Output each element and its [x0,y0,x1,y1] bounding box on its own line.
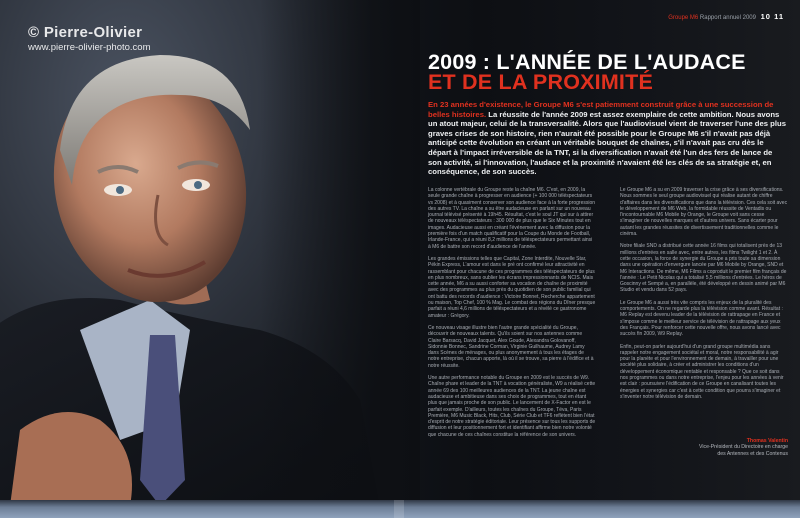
watermark-name: © Pierre-Olivier [28,24,143,41]
signature-block [664,438,788,457]
body-paragraph: Notre filiale SND a distribué cette année 16 films qui totalisent près de 13 millions d'entrées en salle avec, entre autres, les films Twilight 1 et 2. À cette occasion, la force de synergie du Groupe a pris toute sa dimension dans une opération d'envergure lancée par M6 Mobile by Orange, SND et M6 Interactions. De même, M6 Films a coproduit le premier film français de l'année : Le Petit Nicolas qui a totalisé 5,5 millions d'entrées. Le héros de Goscinny et Sempé a, en parallèle, été développé en dessin animé par M6 Studio et vendu dans 52 pays. [620,243,787,294]
title-line-2: ET DE LA PROXIMITÉ [428,70,653,94]
body-paragraph: La colonne vertébrale du Groupe reste la chaîne M6. C'est, en 2009, la seule grande chaîne à progresser en audience (+ 100 000 téléspectateurs vs 2008) et à quasiment conserver son audience face à la forte progression des autres TV. La chaîne a su être audacieuse en parlant sur un nouveau journal télévisé présenté à 19h45. Résultat, c'est le soul JT qui sur à attirer de nouveaux téléspectateurs : 300 000 de plus que le Six Minutes tout en images. Audacieuse aussi en créant l'événement avec la diffusion pour la première fois d'un match qualificatif pour la Coupe du Monde de Football, Irlande-France, qui a réuni 8,2 millions de téléspectateurs permettant ainsi à M6 de battre son record d'audience de l'année. [428,187,596,250]
signature-role-2: des Antennes et des Contenus [717,450,788,457]
text-column-right [620,187,788,406]
page-numbers: 10 11 [760,12,784,21]
folio-report: Rapport annuel 2009 [699,15,756,21]
title-line-1: 2009 : L'ANNÉE DE L'AUDACE [428,50,746,74]
text-column-left [428,187,596,444]
watermark-url: www.pierre-olivier-photo.com [28,42,151,53]
signature-role-1: Vice-Président du Directoire en charge [698,444,788,451]
signature-name: Thomas Valentin [746,438,788,444]
folio-brand: Groupe M6 [668,15,699,21]
photo-watermark [28,24,150,53]
body-paragraph: Une autre performance notable du Groupe en 2009 est le succès de W9. Chaîne phare et leader de la TNT à vocation généraliste, W9 a réalisé cette année 69 des 100 meilleures audiences de la TNT. La jeune chaîne est audacieuse et ambitieuse dans ses choix de programmes, tout en étant plus que jamais proche de son public. Le lancement de X-Factor en est le parfait exemple. D'ailleurs, toutes les chaînes du Groupe, Téva, Paris Première, M6 Music Black, Hits, Club, Série Club et TF6 reflètent bien l'état d'esprit de notre stratégie éditoriale. Leur présence sur tous les supports de diffusion et leur positionnement fort et identifiant affirme bien notre volonté que chacune de ces chaînes constitue la référence de son univers. [428,375,596,438]
body-paragraph: Ce nouveau visage illustre bien l'autre grande spécialité du Groupe, découvrir de nouveaux talents. Qu'ils soient sur nos antennes comme Claire Barsacq, David Jacquet, Alex Goude, Alexandra Golovanoff, Sidonnie Bonnec, Sandrine Corman, Virginie Guilhaume, Audrey Lamy dans Scènes de ménages, ou plus anonymement à tous les étages de notre entreprise, chacun apporte, là où il se trouve, sa pierre à l'édifice et à notre réussite. [428,324,594,369]
body-paragraph: Le Groupe M6 a su en 2009 traverser la crise grâce à ses diversifications. Nous sommes le seul groupe audiovisuel qui réalise autant de chiffre d'affaires dans les diversifications que dans la télévision. Ces cela soit avec le développement de M6 Web, la formidable réussite de Ventadis ou l'incontournable M6 Mobile by Orange, le Groupe voit sans cesse s'imaginer de nouvelles marques et d'autres univers. Sans écarter pour autant les grandes réussites de divertissement traditionnelles comme le cinéma. [620,187,788,238]
body-paragraph: Les grandes émissions telles que Capital, Zone Interdite, Nouvelle Star, Pékin Express, L'amour est dans le pré ont confirmé leur attractivité en rassemblant pour chacune de ces programmes des téléspectateurs de plus en plus nombreux, sans oublier les écrans impressionnants de NCIS. Mais cette année, M6 a su aussi conforter sa vocation de chaîne de proximité avec des programmes au plus près du quotidien de son public familial qui ont battu des records d'audience : Victoire Bonnet, Recherche appartement ou maison, Top Chef, 100 % Mag. Le combat des régions du Dîner presque parfait a réuni 4,6 millions de téléspectateurs et a révélé ce gastronome amateur : Grégory. [428,255,596,319]
body-paragraph: Le Groupe M6 a aussi très vite compris les enjeux de la pluralité des comportements. On ne regarde plus la télévision comme avant. Résultat : M6 Replay est devenu leader de la télévision de rattrapage en France et s'impose comme le meilleur service de télévision de rattrapage aux yeux des Français. Pour renforcer cette nouvelle offre, nous avons lancé avec succès fin 2009, W9 Replay. [620,299,783,338]
page-title [428,52,788,92]
lead-paragraph [428,100,788,177]
lead-intro: En 23 années d'existence, le Groupe M6 s'est patiemment construit grâce à une succession de belles histoires. [428,100,774,119]
page-folio [668,12,784,21]
spine-gutter [394,500,404,518]
bottom-band [0,500,800,518]
body-paragraph: Enfin, peut-on parler aujourd'hui d'un grand groupe multimédia sans rappeler notre engagement sociétal et moral, notre responsabilité à agir pour la planète et pour l'environnement de demain, à travailler pour une société plus solidaire, à créer et administrer les conditions d'un développement économique rentable et responsable ? Que ce soit dans nos programmes ou dans notre entreprise, l'enjeu pour les années à venir est clair : poursuivre l'édification de ce Groupe en canalisant toutes les énergies et synergies car c'est à cette condition que pourra s'imaginer et s'inventer notre télévision de demain. [620,343,784,400]
lead-body: La réussite de l'année 2009 est assez exemplaire de cette ambition. Nous avons un atout majeur, celui de la transversalité. Alors que l'audiovisuel vient de traverser l'une des plus graves crises de son histoire, rien n'aurait été possible pour le Groupe M6 s'il n'avait pas déjà anticipé cette évolution en créant un véritable bouquet de chaînes, s'il n'avait pas cru dès le départ à l'impact irréversible de la TNT, si la diversification n'avait été l'un des fers de lance de son activité, si l'innovation, l'audace et la proximité n'avaient été les clés de sa stratégie et, en conséquence, de son succès. [428,109,786,177]
